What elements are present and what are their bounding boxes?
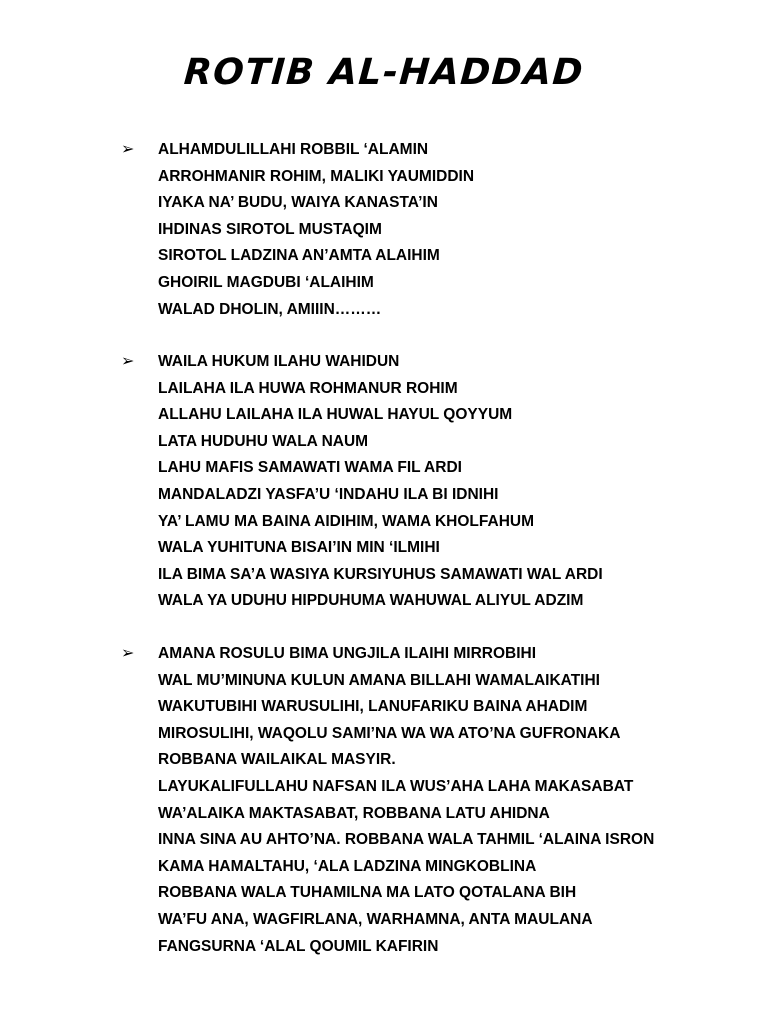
prayer-line: GHOIRIL MAGDUBI ‘ALAIHIM bbox=[158, 273, 374, 291]
prayer-line: LAYUKALIFULLAHU NAFSAN ILA WUS’AHA LAHA MAKASABAT bbox=[158, 777, 634, 795]
prayer-line: ROBBANA WALA TUHAMILNA MA LATO QOTALANA BIH bbox=[158, 884, 577, 902]
prayer-line: INNA SINA AU AHTO’NA. ROBBANA WALA TAHMIL ‘ALAINA ISRON bbox=[158, 831, 655, 849]
prayer-line: LATA HUDUHU WALA NAUM bbox=[158, 432, 369, 450]
prayer-line: KAMA HAMALTAHU, ‘ALA LADZINA MINGKOBLINA bbox=[158, 857, 537, 875]
prayer-line: WAILA HUKUM ILAHU WAHIDUN bbox=[158, 353, 400, 370]
arrow-bullet-icon: ➢ bbox=[121, 645, 135, 662]
prayer-line: MIROSULIHI, WAQOLU SAMI’NA WA WA ATO’NA GUFRONAKA bbox=[158, 724, 621, 742]
prayer-line: ILA BIMA SA’A WASIYA KURSIYUHUS SAMAWATI WAL ARDI bbox=[158, 565, 603, 583]
prayer-line: ALHAMDULILLAHI ROBBIL ‘ALAMIN bbox=[158, 141, 429, 158]
prayer-line: AMANA ROSULU BIMA UNGJILA ILAIHI MIRROBIHI bbox=[158, 645, 537, 662]
prayer-line: WA’FU ANA, WAGFIRLANA, WARHAMNA, ANTA MAULANA bbox=[158, 910, 593, 928]
prayer-line: YA’ LAMU MA BAINA AIDIHIM, WAMA KHOLFAHUM bbox=[158, 512, 535, 530]
prayer-line: SIROTOL LADZINA AN’AMTA ALAIHIM bbox=[158, 247, 440, 265]
prayer-line: WALA YA UDUHU HIPDUHUMA WAHUWAL ALIYUL ADZIM bbox=[158, 592, 584, 610]
prayer-line: WAL MU’MINUNA KULUN AMANA BILLAHI WAMALAIKATIHI bbox=[158, 671, 600, 689]
prayer-line: ARROHMANIR ROHIM, MALIKI YAUMIDDIN bbox=[158, 167, 475, 185]
prayer-line: IHDINAS SIROTOL MUSTAQIM bbox=[158, 220, 382, 238]
prayer-line: WAKUTUBIHI WARUSULIHI, LANUFARIKU BAINA AHADIM bbox=[158, 698, 588, 716]
section-lines bbox=[158, 353, 603, 619]
prayer-line: IYAKA NA’ BUDU, WAIYA KANASTA’IN bbox=[158, 194, 438, 212]
prayer-line: LAHU MAFIS SAMAWATI WAMA FIL ARDI bbox=[158, 459, 462, 477]
prayer-line: WALA YUHITUNA BISAI’IN MIN ‘ILMIHI bbox=[158, 539, 440, 557]
prayer-line: FANGSURNA ‘ALAL QOUMIL KAFIRIN bbox=[158, 937, 439, 955]
prayer-line: WA’ALAIKA MAKTASABAT, ROBBANA LATU AHIDNA bbox=[158, 804, 550, 822]
arrow-bullet-icon: ➢ bbox=[121, 141, 135, 158]
prayer-line: ALLAHU LAILAHA ILA HUWAL HAYUL QOYYUM bbox=[158, 406, 513, 424]
arrow-bullet-icon: ➢ bbox=[121, 353, 135, 370]
section-lines bbox=[158, 141, 474, 327]
prayer-line: MANDALADZI YASFA’U ‘INDAHU ILA BI IDNIHI bbox=[158, 485, 499, 503]
section-lines bbox=[158, 645, 654, 964]
prayer-line: WALAD DHOLIN, AMIIIN……… bbox=[158, 300, 382, 318]
document-title: ROTIB AL-HADDAD bbox=[182, 52, 586, 93]
prayer-line: LAILAHA ILA HUWA ROHMANUR ROHIM bbox=[158, 379, 458, 397]
prayer-line: ROBBANA WAILAIKAL MASYIR. bbox=[158, 751, 396, 769]
